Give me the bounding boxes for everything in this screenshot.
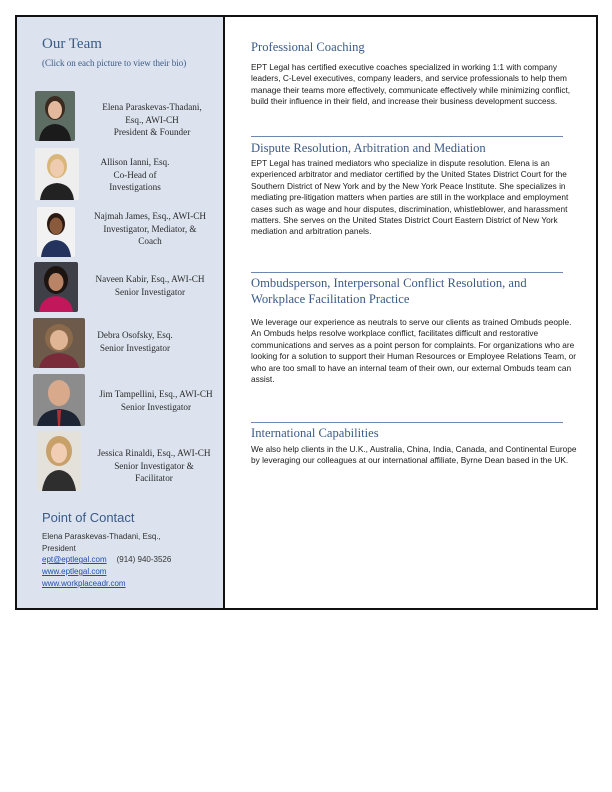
member-line: Esq., AWI-CH — [125, 114, 179, 125]
section-body-coaching: EPT Legal has certified executive coaches specialized in working 1:1 with company leaders, C-Level executives, company leaders, and service professionals to help them manage their teams more effectively, communicate effectively while minimizing conflict, build their influence in their field, and increase their business development success. — [251, 62, 571, 107]
member-photo[interactable] — [33, 374, 85, 426]
contact-email-row — [42, 555, 171, 564]
section-divider — [251, 272, 563, 273]
member-photo[interactable] — [33, 318, 85, 368]
section-heading-coaching: Professional Coaching — [251, 40, 365, 54]
member-photo[interactable] — [35, 148, 79, 200]
member-line: Jessica Rinaldi, Esq., AWI-CH — [97, 448, 211, 458]
section-divider — [251, 422, 563, 423]
team-heading: Our Team — [42, 36, 102, 52]
member-line: Senior Investigator — [120, 401, 192, 412]
member-line: Senior Investigator — [99, 342, 171, 353]
contact-email-link[interactable]: ept@eptlegal.com — [42, 555, 107, 564]
section-divider — [251, 136, 563, 137]
contact-role: President — [42, 544, 76, 553]
member-line: Senior Investigator & — [114, 460, 194, 471]
member-line: Jim Tampellini, Esq., AWI-CH — [99, 389, 213, 399]
website-link-eptlegal[interactable]: www.eptlegal.com — [42, 567, 107, 576]
page-frame — [15, 15, 598, 610]
member-photo[interactable] — [35, 91, 75, 141]
contact-phone: (914) 940-3526 — [116, 555, 172, 564]
section-heading-dispute: Dispute Resolution, Arbitration and Mediation — [251, 141, 486, 155]
member-line: Coach — [138, 236, 162, 246]
team-member-jim[interactable] — [17, 373, 225, 429]
team-member-naveen[interactable] — [17, 261, 225, 315]
section-body-dispute: EPT Legal has trained mediators who specialize in dispute resolution. Elena is an experienced arbitrator and mediator certified by the United States District Court for the Southern District of New York and by the New York Peace Institute. She specializes in mediating pre-litigation matters when parties are still in the workplace and employment cases such as wage and hour disputes, discrimination, whistleblower, and harassment matters. She serves on the United States District Court Eastern District of New York mediation and arbitration panels. — [251, 158, 569, 237]
member-line: Allison Ianni, Esq. — [100, 157, 170, 167]
contact-heading: Point of Contact — [42, 510, 135, 525]
member-photo[interactable] — [37, 431, 81, 491]
contact-name: Elena Paraskevas-Thadani, Esq., — [42, 532, 161, 541]
member-line: President & Founder — [113, 127, 191, 137]
section-body-ombuds: We leverage our experience as neutrals to serve our clients as trained Ombuds people. An Ombuds helps resolve workplace conflict, facilitates difficult and restorative communications and serves as a point person for complaints. For organizations who are looking for a solution to support their Human Resources or Employee Relations Team, or who are too small to have an internal team of their own, our external Ombuds team can assist. — [251, 317, 576, 385]
team-instructions: (Click on each picture to view their bio) — [42, 58, 187, 68]
team-member-elena[interactable] — [17, 89, 225, 145]
team-member-allison[interactable] — [17, 147, 225, 203]
member-line: Investigator, Mediator, & — [103, 223, 197, 234]
team-member-jessica[interactable] — [17, 431, 225, 493]
member-photo[interactable] — [37, 207, 75, 257]
team-member-debra[interactable] — [17, 317, 225, 371]
member-line: Naveen Kabir, Esq., AWI-CH — [95, 274, 205, 284]
section-heading-international: International Capabilities — [251, 426, 379, 440]
team-sidebar — [17, 17, 225, 608]
member-line: Investigations — [109, 182, 161, 192]
member-line: Debra Osofsky, Esq. — [97, 330, 173, 340]
services-column — [227, 17, 596, 608]
website-link-workplaceadr[interactable]: www.workplaceadr.com — [42, 579, 126, 588]
section-heading-ombuds: Ombudsperson, Interpersonal Conflict Resolution, and Workplace Facilitation Practice — [251, 276, 527, 306]
section-body-international: We also help clients in the U.K., Australia, China, India, Canada, and Continental Europe by leveraging our colleagues at our international affiliate, Byrne Dean based in the UK. — [251, 444, 577, 466]
member-photo[interactable] — [34, 262, 78, 312]
member-line: Facilitator — [135, 473, 173, 483]
team-member-najmah[interactable] — [17, 205, 225, 261]
member-line: Co-Head of — [113, 169, 157, 180]
member-line: Senior Investigator — [114, 286, 186, 297]
member-line: Najmah James, Esq., AWI-CH — [93, 211, 207, 221]
member-line: Elena Paraskevas-Thadani, — [102, 102, 202, 112]
